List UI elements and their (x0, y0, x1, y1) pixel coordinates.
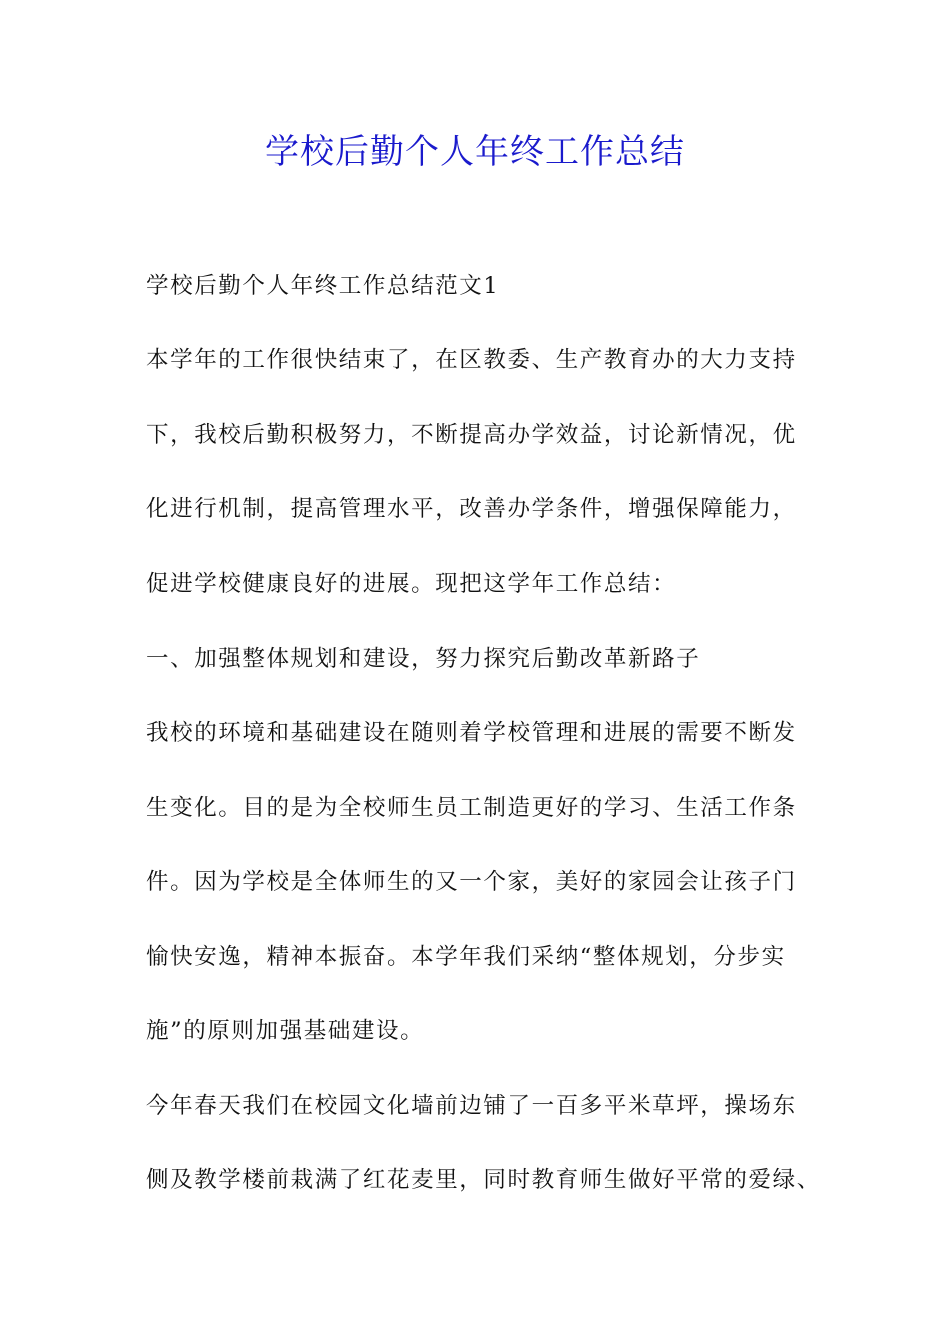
document-title: 学校后勤个人年终工作总结 (265, 132, 685, 172)
paragraph-line: 件。因为学校是全体师生的又一个家，美好的家园会让孩子门 (146, 869, 797, 895)
paragraph-line: 侧及教学楼前栽满了红花麦里，同时教育师生做好平常的爱绿、 (146, 1167, 821, 1193)
paragraph-line: 施”的原则加强基础建设。 (146, 1018, 425, 1044)
paragraph-line: 生变化。目的是为全校师生员工制造更好的学习、生活工作条 (146, 795, 797, 821)
paragraph-line: 愉快安逸，精神本振奋。本学年我们采纳“整体规划，分步实 (146, 944, 786, 970)
subheading: 一、加强整体规划和建设，努力探究后勤改革新路子 (146, 646, 701, 672)
paragraph-line: 促进学校健康良好的进展。现把这学年工作总结： (146, 571, 677, 597)
paragraph-line: 我校的环境和基础建设在随则着学校管理和进展的需要不断发 (146, 720, 797, 746)
paragraph-line: 本学年的工作很快结束了，在区教委、生产教育办的大力支持 (146, 347, 797, 373)
section-heading: 学校后勤个人年终工作总结范文1 (146, 273, 500, 299)
paragraph-line: 今年春天我们在校园文化墙前边铺了一百多平米草坪，操场东 (146, 1093, 797, 1119)
paragraph-line: 化进行机制，提高管理水平，改善办学条件，增强保障能力， (146, 496, 797, 522)
paragraph-line: 下，我校后勤积极努力，不断提高办学效益，讨论新情况，优 (146, 422, 797, 448)
